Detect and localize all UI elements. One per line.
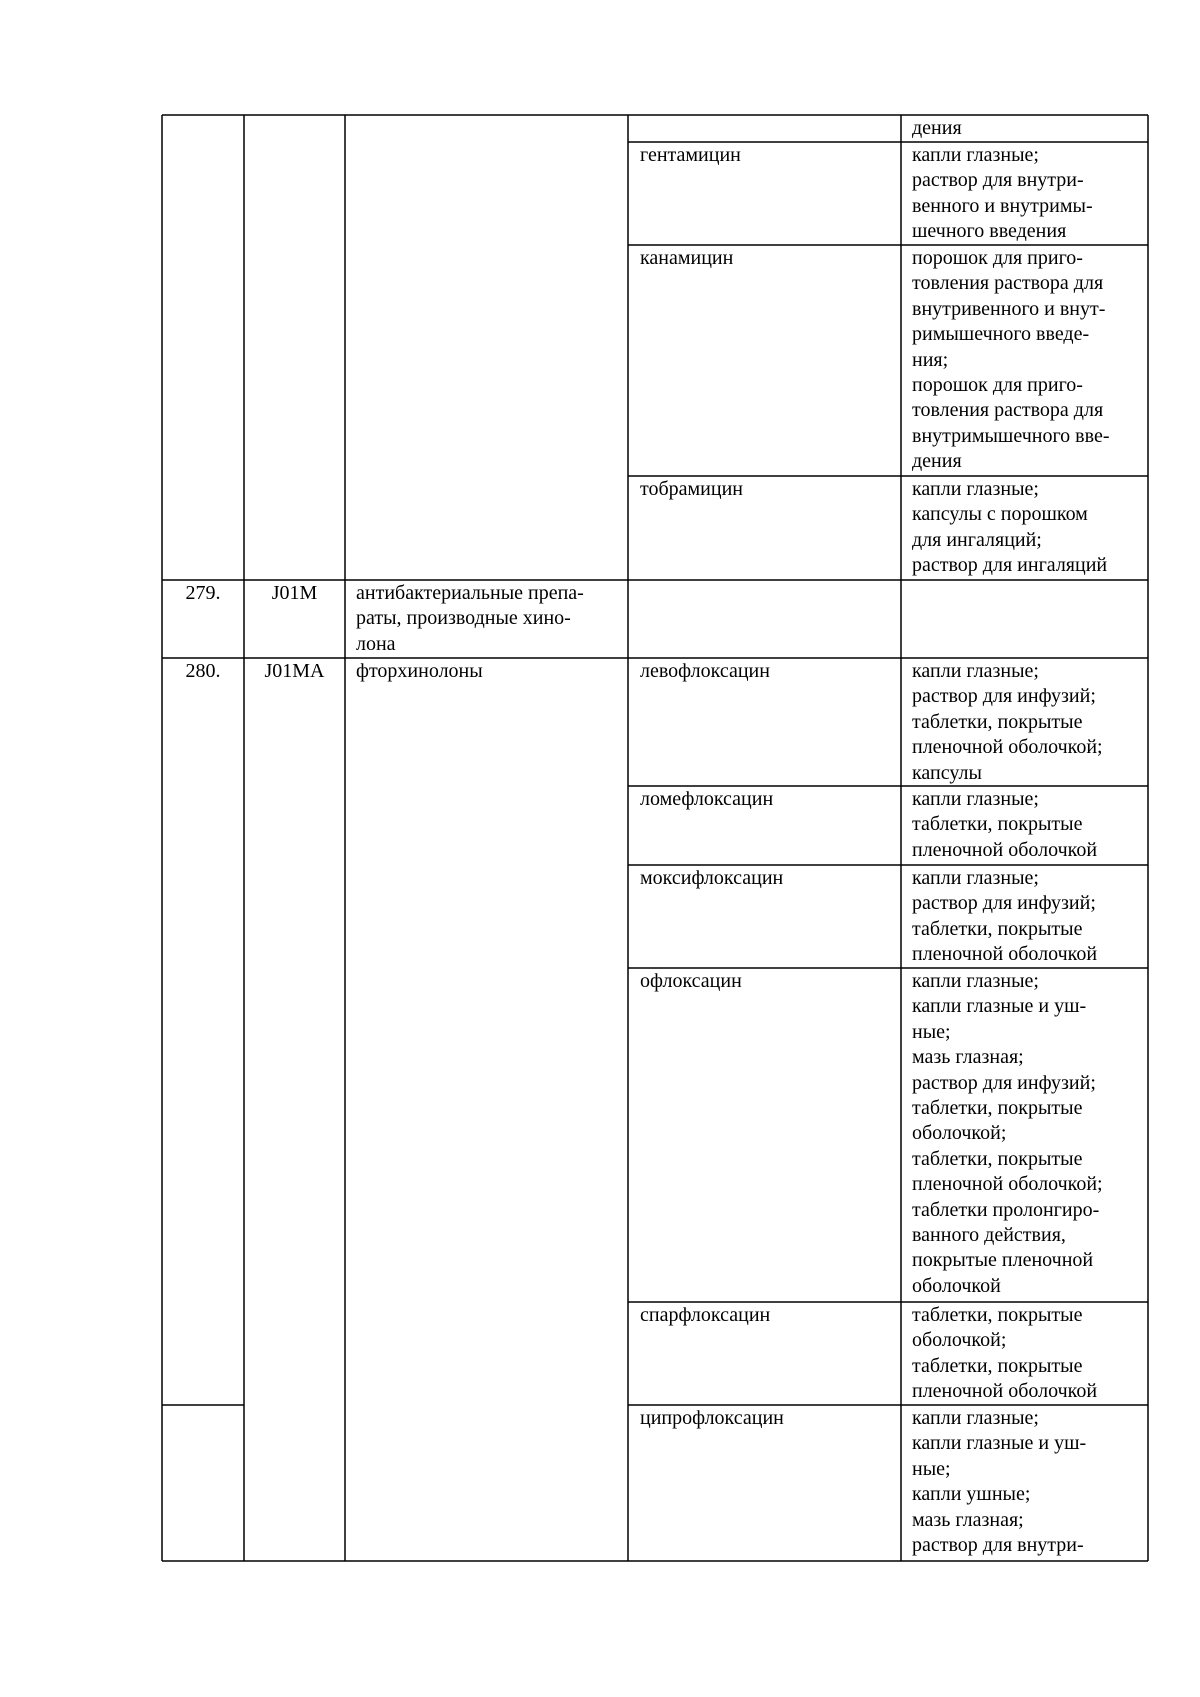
dosage-forms: капли глазные; раствор для инфузий; таблетки, покрытые пленочной оболочкой bbox=[912, 867, 1098, 966]
substance-name: тобрамицин bbox=[640, 478, 743, 500]
row-number: 279. bbox=[185, 582, 221, 604]
substance-name: левофлоксацин bbox=[640, 660, 770, 682]
atc-group-name: антибактериальные препа- раты, производные хино- лона bbox=[356, 582, 584, 655]
dosage-forms: капли глазные; таблетки, покрытые пленочной оболочкой bbox=[912, 788, 1098, 861]
substance-name: ломефлоксацин bbox=[640, 788, 774, 810]
dosage-forms: капли глазные; капли глазные и уш- ные; мазь глазная; раствор для инфузий; таблетки, покрытые оболочкой; таблетки, покрытые пленочной оболочкой; таблетки пролонгиро- ванного действия, покрытые пленочной оболочкой bbox=[912, 970, 1103, 1297]
substance-name: гентамицин bbox=[640, 144, 741, 166]
atc-code: J01MA bbox=[264, 660, 325, 682]
substance-name: спарфлоксацин bbox=[640, 1304, 771, 1326]
dosage-forms-continuation: дения bbox=[912, 117, 962, 139]
row-number: 280. bbox=[185, 660, 221, 682]
substance-name: офлоксацин bbox=[640, 970, 742, 992]
dosage-forms: капли глазные; капли глазные и уш- ные; капли ушные; мазь глазная; раствор для внутри- bbox=[912, 1407, 1087, 1557]
dosage-forms: капли глазные; раствор для инфузий; таблетки, покрытые пленочной оболочкой; капсулы bbox=[912, 660, 1103, 784]
substance-name: ципрофлоксацин bbox=[640, 1407, 784, 1429]
dosage-forms: порошок для приго- товления раствора для внутривенного и внут- римышечного введе- ния; порошок для приго- товления раствора для внутримышечного вве- дения bbox=[912, 247, 1110, 473]
dosage-forms: таблетки, покрытые оболочкой; таблетки, покрытые пленочной оболочкой bbox=[912, 1304, 1098, 1403]
atc-code: J01M bbox=[271, 582, 318, 604]
atc-group-name: фторхинолоны bbox=[356, 660, 483, 682]
substance-name: канамицин bbox=[640, 247, 734, 269]
substance-name: моксифлоксацин bbox=[640, 867, 784, 889]
dosage-forms: капли глазные; капсулы с порошком для ингаляций; раствор для ингаляций bbox=[912, 478, 1108, 577]
dosage-forms: капли глазные; раствор для внутри- венного и внутримы- шечного введения bbox=[912, 144, 1093, 243]
